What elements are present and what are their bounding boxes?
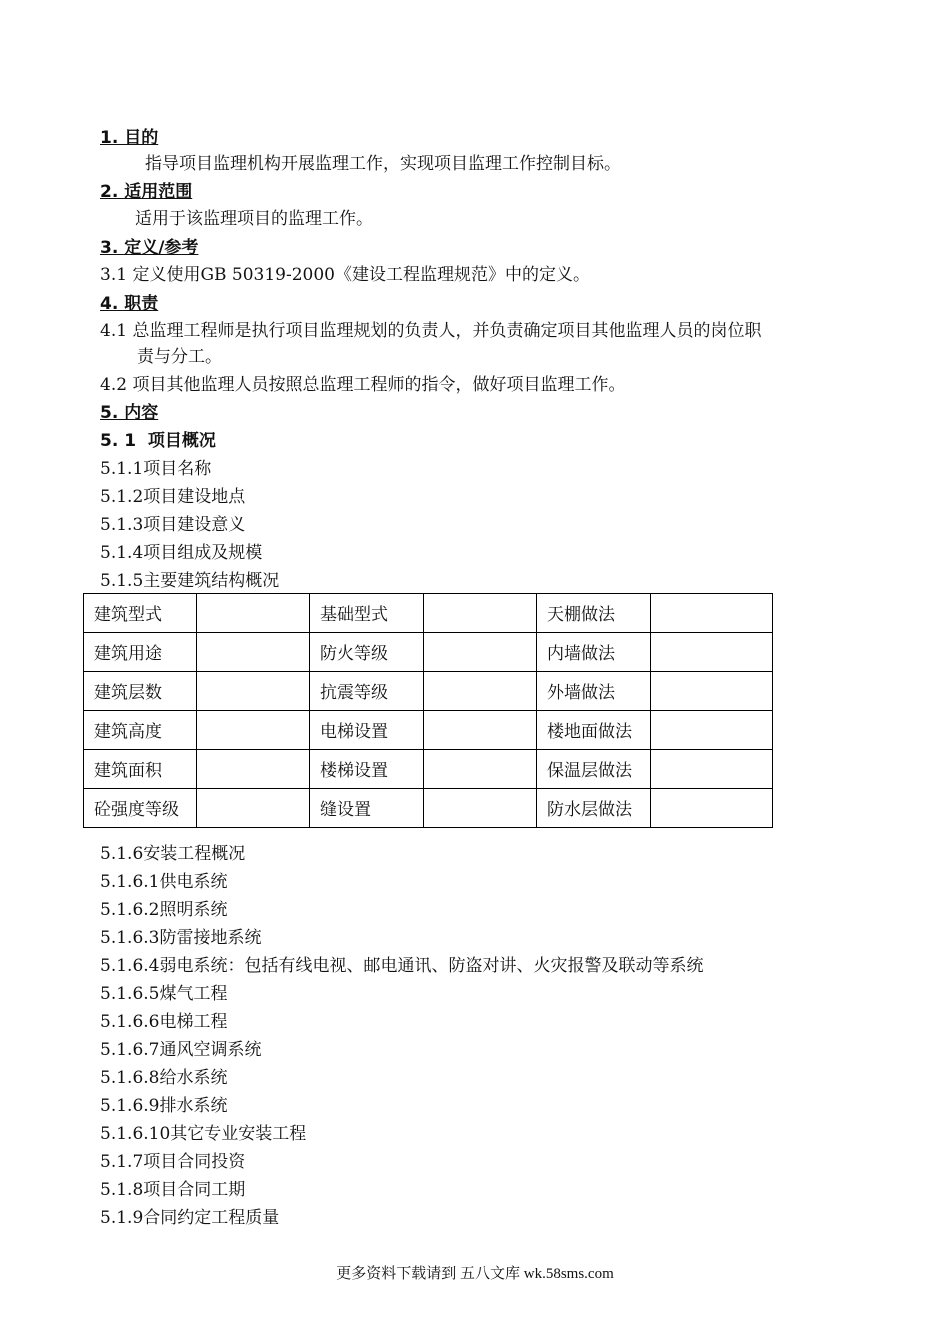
table-cell bbox=[424, 672, 537, 711]
list-item: 5.1.5主要建筑结构概况 bbox=[100, 571, 280, 591]
table-cell bbox=[651, 633, 773, 672]
table-row bbox=[84, 711, 773, 750]
list-item: 5.1.6.8给水系统 bbox=[100, 1068, 228, 1088]
section-2-body: 适用于该监理项目的监理工作。 bbox=[135, 209, 373, 229]
table-row bbox=[84, 789, 773, 828]
list-item: 5.1.6.10其它专业安装工程 bbox=[100, 1124, 307, 1144]
table-cell: 楼梯设置 bbox=[310, 750, 424, 789]
section-5-heading: 5. 内容 bbox=[100, 403, 159, 423]
list-item: 5.1.9合同约定工程质量 bbox=[100, 1208, 280, 1228]
list-item: 5.1.6.6电梯工程 bbox=[100, 1012, 228, 1032]
section-1-heading: 1. 目的 bbox=[100, 128, 159, 148]
table-cell bbox=[197, 672, 310, 711]
table-cell: 内墙做法 bbox=[537, 633, 651, 672]
table-cell bbox=[197, 594, 310, 633]
section-3-body: 3.1 定义使用GB 50319-2000《建设工程监理规范》中的定义。 bbox=[100, 265, 591, 285]
section-3-heading: 3. 定义/参考 bbox=[100, 238, 199, 258]
table-cell: 外墙做法 bbox=[537, 672, 651, 711]
table-row bbox=[84, 594, 773, 633]
table-cell: 建筑层数 bbox=[84, 672, 197, 711]
table-cell: 电梯设置 bbox=[310, 711, 424, 750]
table-cell bbox=[424, 789, 537, 828]
list-item: 5.1.6.4弱电系统：包括有线电视、邮电通讯、防盗对讲、火灾报警及联动等系统 bbox=[100, 956, 704, 976]
list-item: 5.1.4项目组成及规模 bbox=[100, 543, 263, 563]
table-cell bbox=[651, 711, 773, 750]
section-4-heading: 4. 职责 bbox=[100, 294, 159, 314]
list-item: 5.1.1项目名称 bbox=[100, 459, 212, 479]
table-cell: 防水层做法 bbox=[537, 789, 651, 828]
table-cell bbox=[197, 711, 310, 750]
table-cell: 基础型式 bbox=[310, 594, 424, 633]
section-4-2: 4.2 项目其他监理人员按照总监理工程师的指令，做好项目监理工作。 bbox=[100, 375, 626, 395]
table-cell: 天棚做法 bbox=[537, 594, 651, 633]
list-item: 5.1.6.3防雷接地系统 bbox=[100, 928, 262, 948]
table-cell: 抗震等级 bbox=[310, 672, 424, 711]
table-cell bbox=[651, 594, 773, 633]
list-item: 5.1.6安装工程概况 bbox=[100, 844, 246, 864]
list-item: 5.1.8项目合同工期 bbox=[100, 1180, 246, 1200]
table-cell: 建筑用途 bbox=[84, 633, 197, 672]
table-cell: 砼强度等级 bbox=[84, 789, 197, 828]
table-row bbox=[84, 633, 773, 672]
table-cell bbox=[197, 633, 310, 672]
table-row bbox=[84, 672, 773, 711]
section-4-1-line-1: 4.1 总监理工程师是执行项目监理规划的负责人，并负责确定项目其他监理人员的岗位职 bbox=[100, 321, 762, 341]
section-5-1-heading: 5. 1 项目概况 bbox=[100, 431, 216, 451]
table-cell: 防火等级 bbox=[310, 633, 424, 672]
list-item: 5.1.6.7通风空调系统 bbox=[100, 1040, 262, 1060]
table-cell bbox=[424, 711, 537, 750]
table-cell bbox=[651, 789, 773, 828]
section-2-heading: 2. 适用范围 bbox=[100, 182, 193, 202]
list-item: 5.1.6.1供电系统 bbox=[100, 872, 228, 892]
table-cell bbox=[424, 594, 537, 633]
section-4-1-line-2: 责与分工。 bbox=[137, 347, 222, 367]
table-cell: 保温层做法 bbox=[537, 750, 651, 789]
table-row bbox=[84, 750, 773, 789]
table-cell: 建筑型式 bbox=[84, 594, 197, 633]
section-1-body: 指导项目监理机构开展监理工作，实现项目监理工作控制目标。 bbox=[145, 154, 621, 174]
table-cell: 建筑高度 bbox=[84, 711, 197, 750]
table-cell bbox=[424, 633, 537, 672]
list-item: 5.1.3项目建设意义 bbox=[100, 515, 246, 535]
list-item: 5.1.7项目合同投资 bbox=[100, 1152, 246, 1172]
table-cell: 楼地面做法 bbox=[537, 711, 651, 750]
footer-text: 更多资料下载请到 五八文库 wk.58sms.com bbox=[336, 1266, 614, 1282]
list-item: 5.1.6.2照明系统 bbox=[100, 900, 228, 920]
table-cell: 缝设置 bbox=[310, 789, 424, 828]
table-cell: 建筑面积 bbox=[84, 750, 197, 789]
list-item: 5.1.6.9排水系统 bbox=[100, 1096, 228, 1116]
table-cell bbox=[651, 750, 773, 789]
building-structure-table bbox=[83, 593, 773, 828]
table-cell bbox=[197, 789, 310, 828]
table-cell bbox=[197, 750, 310, 789]
table-cell bbox=[651, 672, 773, 711]
list-item: 5.1.6.5煤气工程 bbox=[100, 984, 228, 1004]
table-cell bbox=[424, 750, 537, 789]
list-item: 5.1.2项目建设地点 bbox=[100, 487, 246, 507]
